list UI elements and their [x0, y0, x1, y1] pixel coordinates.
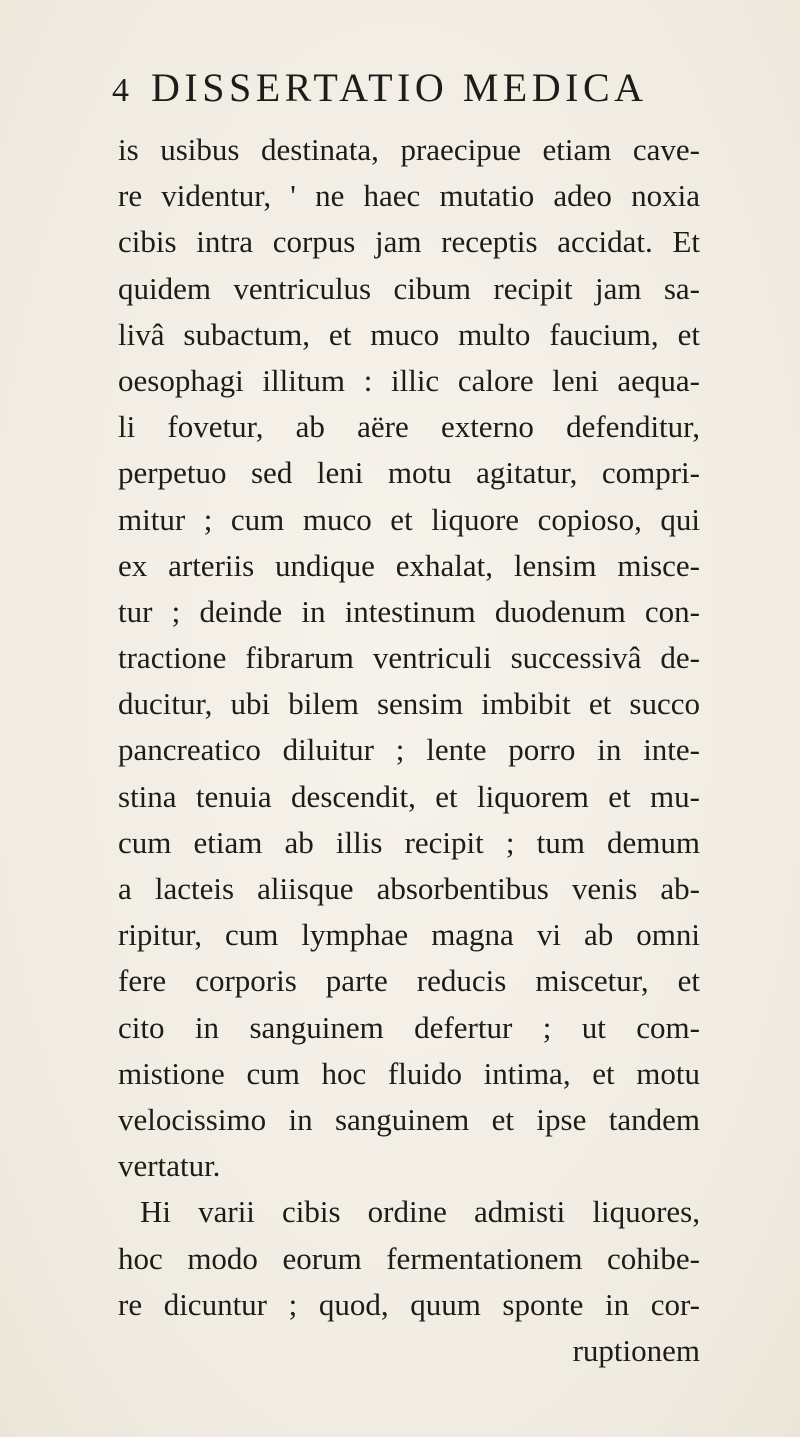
text-line: ducitur, ubi bilem sensim imbibit et succo	[118, 686, 700, 722]
text-line: li fovetur, ab aëre externo defenditur,	[118, 409, 700, 445]
text-line: cito in sanguinem defertur ; ut com-	[118, 1009, 700, 1045]
text-line: mitur ; cum muco et liquore copioso, qui	[118, 501, 700, 537]
text-line: pancreatico diluitur ; lente porro in inte-	[118, 732, 700, 768]
text-line: velocissimo in sanguinem et ipse tandem	[118, 1101, 700, 1137]
text-line: ripitur, cum lymphae magna vi ab omni	[118, 917, 700, 953]
text-line: livâ subactum, et muco multo faucium, et	[118, 316, 700, 352]
text-line: re videntur, ' ne haec mutatio adeo noxia	[118, 178, 700, 214]
text-line: quidem ventriculus cibum recipit jam sa-	[118, 270, 700, 306]
text-line: oesophagi illitum : illic calore leni aequa-	[118, 362, 700, 398]
running-title: DISSERTATIO MEDICA	[151, 65, 648, 110]
text-line: perpetuo sed leni motu agitatur, compri-	[118, 455, 700, 491]
text-line: cibis intra corpus jam receptis accidat. Et	[118, 224, 700, 260]
catchword: ruptionem	[572, 1332, 700, 1368]
text-line: is usibus destinata, praecipue etiam cave-	[118, 132, 700, 167]
text-line: mistione cum hoc fluido intima, et motu	[118, 1055, 700, 1091]
text-line: ex arteriis undique exhalat, lensim misce-	[118, 547, 700, 583]
text-line: re dicuntur ; quod, quum sponte in cor-	[118, 1286, 700, 1322]
text-line: tur ; deinde in intestinum duodenum con-	[118, 593, 700, 629]
text-line: a lacteis aliisque absorbentibus venis ab-	[118, 871, 700, 906]
paragraph-end-line: vertatur.	[118, 1148, 221, 1184]
text-line: fere corporis parte reducis miscetur, et	[118, 963, 700, 999]
text-line: hoc modo eorum fermentationem cohibe-	[118, 1240, 700, 1276]
text-line: tractione fibrarum ventriculi successivâ de-	[118, 640, 700, 676]
body-text	[118, 127, 700, 1374]
paragraph-start-line: Hi varii cibis ordine admisti liquores,	[140, 1194, 700, 1230]
text-line: cum etiam ab illis recipit ; tum demum	[118, 824, 700, 860]
text-line: stina tenuia descendit, et liquorem et mu-	[118, 778, 700, 814]
page-header	[112, 64, 692, 114]
page-number: 4	[112, 72, 129, 109]
